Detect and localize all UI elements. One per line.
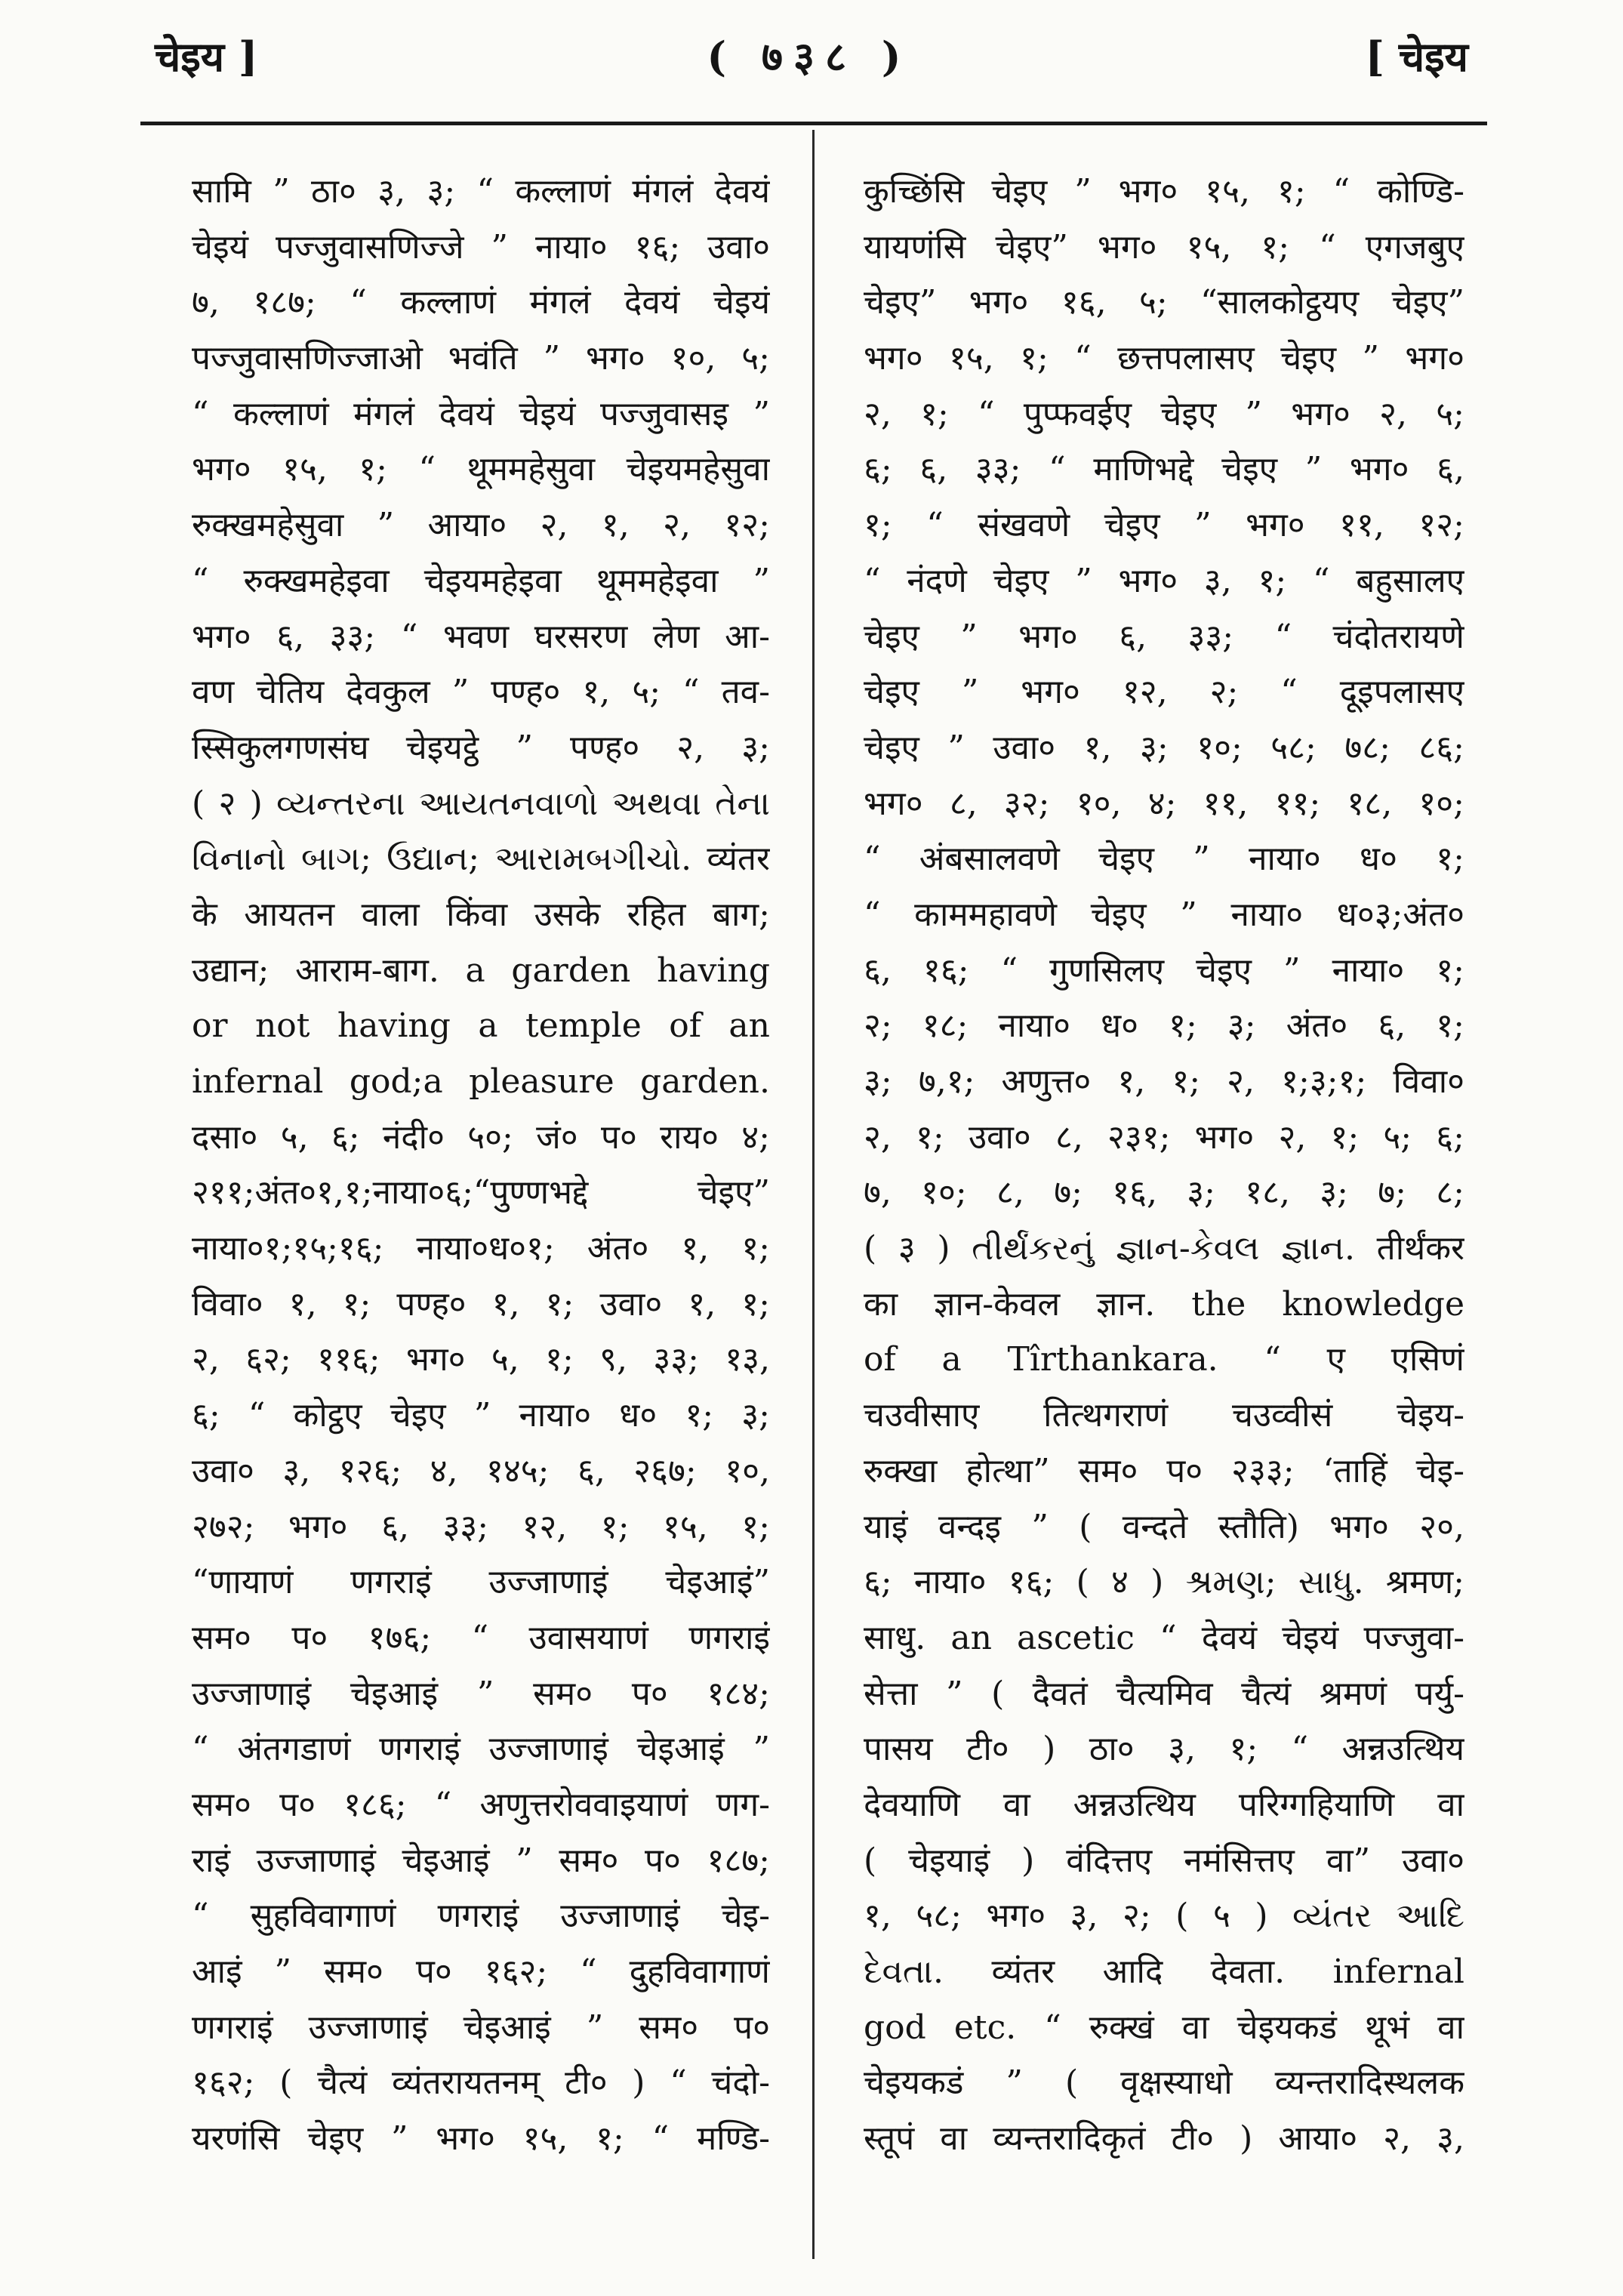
right-column-line: पासय टी० ) ठा० ३, १; “ अन्नउत्थिय <box>864 1730 1464 1769</box>
right-column-line: चेइए ” उवा० १, ३; १०; ५८; ७८; ८६; <box>864 728 1464 767</box>
left-column-line: २७२; भग० ६, ३३; १२, १; १५, १; <box>192 1507 770 1546</box>
left-column-line: राइं उज्जाणाइं चेइआइं ” सम० प० १८७; <box>192 1841 770 1880</box>
header-rule <box>140 122 1487 125</box>
left-column-line: “ रुक्खमहेइवा चेइयमहेइवा थूममहेइवा ” <box>192 561 770 600</box>
left-column-line: ७, १८७; “ कल्लाणं मंगलं देवयं चेइयं <box>192 283 770 322</box>
right-column-line: भग० ८, ३२; १०, ४; ११, ११; १८, १०; <box>864 784 1464 823</box>
left-column-line: વિનાનો બાગ; ઉદ્યાન; આરામબગીચો. व्यंतर <box>192 840 770 879</box>
left-column-line: स्सिकुलगणसंघ चेइयट्ठे ” पण्ह० २, ३; <box>192 728 770 767</box>
left-column-line: “णायाणं णगराइं उज्जाणाइं चेइआइं” <box>192 1563 770 1602</box>
left-column-line: भग० ६, ३३; “ भवण घरसरण लेण आ- <box>192 617 770 656</box>
right-column-line: २; १८; नाया० ध० १; ३; अंत० ६, १; <box>864 1006 1464 1046</box>
left-column-line: सम० प० १७६; “ उवासयाणं णगराइं <box>192 1618 770 1657</box>
right-column-line: ७, १०; ८, ७; १६, ३; १८, ३; ७; ८; <box>864 1173 1464 1213</box>
left-column-line: or not having a temple of an <box>192 1006 770 1046</box>
right-column-line: ६, १६; “ गुणसिलए चेइए ” नाया० १; <box>864 951 1464 990</box>
left-column-line: के आयतन वाला किंवा उसके रहित बाग; <box>192 895 770 934</box>
left-column-line: वण चेतिय देवकुल ” पण्ह० १, ५; “ तव- <box>192 673 770 712</box>
right-column-line: यायणंसि चेइए” भग० १५, १; “ एगजबुए <box>864 227 1464 267</box>
left-column-line: उज्जाणाइं चेइआइं ” सम० प० १८४; <box>192 1674 770 1713</box>
right-column-line: चेइयकडं ” ( वृक्षस्याधो व्यन्तरादिस्थलक <box>864 2063 1464 2103</box>
left-column-line: पज्जुवासणिज्जाओ भवंति ” भग० १०, ५; <box>192 339 770 378</box>
left-column <box>192 164 770 2167</box>
right-column-line: याइं वन्दइ ” ( वन्दते स्तौति) भग० २०, <box>864 1507 1464 1546</box>
right-column-line: रुक्खा होत्था” सम० प० २३३; ‘ताहिं चेइ- <box>864 1451 1464 1490</box>
right-column-line: “ काममहावणे चेइए ” नाया० ध०३;अंत० <box>864 895 1464 934</box>
left-column-line: ६; “ कोट्ठए चेइए ” नाया० ध० १; ३; <box>192 1396 770 1435</box>
right-column-line: ६; ६, ३३; “ माणिभद्दे चेइए ” भग० ६, <box>864 450 1464 489</box>
left-column-line: आइं ” सम० प० १६२; “ दुहविवागाणं <box>192 1952 770 1991</box>
right-column-line: “ अंबसालवणे चेइए ” नाया० ध० १; <box>864 840 1464 879</box>
right-column-line: १; “ संखवणे चेइए ” भग० ११, १२; <box>864 506 1464 545</box>
left-column-line: सम० प० १८६; “ अणुत्तरोववाइयाणं णग- <box>192 1785 770 1824</box>
left-column-line: २११;अंत०१,१;नाया०६;“पुण्णभद्दे चेइए” <box>192 1173 770 1213</box>
right-column-line: चेइए ” भग० १२, २; “ दूइपलासए <box>864 673 1464 712</box>
page-number: ( ७३८ ) <box>707 32 912 81</box>
left-column-line: भग० १५, १; “ थूममहेसुवा चेइयमहेसुवा <box>192 450 770 489</box>
right-column-line: ३; ७,१; अणुत्त० १, १; २, १;३;१; विवा० <box>864 1062 1464 1101</box>
right-column-line: ६; नाया० १६; ( ४ ) શ્રમણ; સાધુ. श्रमण; <box>864 1563 1464 1602</box>
right-column-line: २, १; “ पुप्फवईए चेइए ” भग० २, ५; <box>864 394 1464 433</box>
right-column-line: २, १; उवा० ८, २३१; भग० २, १; ५; ६; <box>864 1117 1464 1157</box>
left-column-line: रुक्खमहेसुवा ” आया० २, १, २, १२; <box>192 506 770 545</box>
left-column-line: ( २ ) વ્યન્તરના આયતનવાળો અથવા તેના <box>192 784 770 823</box>
right-column-line: god etc. “ रुक्खं वा चेइयकडं थूभं वा <box>864 2008 1464 2047</box>
right-column-line: देवयाणि वा अन्नउत्थिय परिग्गहियाणि वा <box>864 1785 1464 1824</box>
header-right-guideword: [ चेइय <box>1365 32 1468 81</box>
right-column-line: स्तूपं वा व्यन्तरादिकृतं टी० ) आया० २, ३, <box>864 2119 1464 2159</box>
left-column-line: सामि ” ठा० ३, ३; “ कल्लाणं मंगलं देवयं <box>192 172 770 211</box>
left-column-line: चेइयं पज्जुवासणिज्जे ” नाया० १६; उवा० <box>192 227 770 267</box>
left-column-line: उवा० ३, १२६; ४, १४५; ६, २६७; १०, <box>192 1451 770 1490</box>
left-column-line: यरणंसि चेइए ” भग० १५, १; “ मण्डि- <box>192 2119 770 2159</box>
right-column-line: चउवीसाए तित्थगराणं चउव्वीसं चेइय- <box>864 1396 1464 1435</box>
right-column-line: साधु. an ascetic “ देवयं चेइयं पज्जुवा- <box>864 1618 1464 1657</box>
right-column <box>864 164 1464 2167</box>
right-column-line: चेइए ” भग० ६, ३३; “ चंदोतरायणे <box>864 617 1464 656</box>
left-column-line: infernal god;a pleasure garden. <box>192 1062 770 1101</box>
right-column-line: १, ५८; भग० ३, २; ( ५ ) વ્યંતર આદિ <box>864 1897 1464 1936</box>
left-column-line: २, ६२; ११६; भग० ५, १; ९, ३३; १३, <box>192 1340 770 1379</box>
left-column-line: दसा० ५, ६; नंदी० ५०; जं० प० राय० ४; <box>192 1117 770 1157</box>
right-column-line: सेत्ता ” ( दैवतं चैत्यमिव चैत्यं श्रमणं पर्यु- <box>864 1674 1464 1713</box>
right-column-line: ( ३ ) તીર્થંકરનું જ્ઞાન-કેવલ જ્ઞાન. तीर्थंकर <box>864 1229 1464 1268</box>
right-column-line: “ नंदणे चेइए ” भग० ३, १; “ बहुसालए <box>864 561 1464 600</box>
right-column-line: का ज्ञान-केवल ज्ञान. the knowledge <box>864 1284 1464 1324</box>
right-column-line: चेइए” भग० १६, ५; “सालकोट्ठयए चेइए” <box>864 283 1464 322</box>
left-column-line: विवा० १, १; पण्ह० १, १; उवा० १, १; <box>192 1284 770 1324</box>
right-column-line: भग० १५, १; “ छत्तपलासए चेइए ” भग० <box>864 339 1464 378</box>
right-column-line: દેવતા. व्यंतर आदि देवता. infernal <box>864 1952 1464 1991</box>
right-column-line: कुच्छिंसि चेइए ” भग० १५, १; “ कोण्डि- <box>864 172 1464 211</box>
left-column-line: नाया०१;१५;१६; नाया०ध०१; अंत० १, १; <box>192 1229 770 1268</box>
right-column-line: of a Tîrthankara. “ ए एसिणं <box>864 1340 1464 1379</box>
left-column-line: “ कल्लाणं मंगलं देवयं चेइयं पज्जुवासइ ” <box>192 394 770 433</box>
column-divider <box>812 130 815 2259</box>
left-column-line: णगराइं उज्जाणाइं चेइआइं ” सम० प० <box>192 2008 770 2047</box>
left-column-line: उद्यान; आराम-बाग. a garden having <box>192 951 770 990</box>
left-column-line: “ अंतगडाणं णगराइं उज्जाणाइं चेइआइं ” <box>192 1730 770 1769</box>
left-column-line: १६२; ( चैत्यं व्यंतरायतनम् टी० ) “ चंदो- <box>192 2063 770 2103</box>
right-column-line: ( चेइयाइं ) वंदित्तए नमंसित्तए वा” उवा० <box>864 1841 1464 1880</box>
left-column-line: “ सुहविवागाणं णगराइं उज्जाणाइं चेइ- <box>192 1897 770 1936</box>
header-left-guideword: चेइय ] <box>155 32 258 81</box>
